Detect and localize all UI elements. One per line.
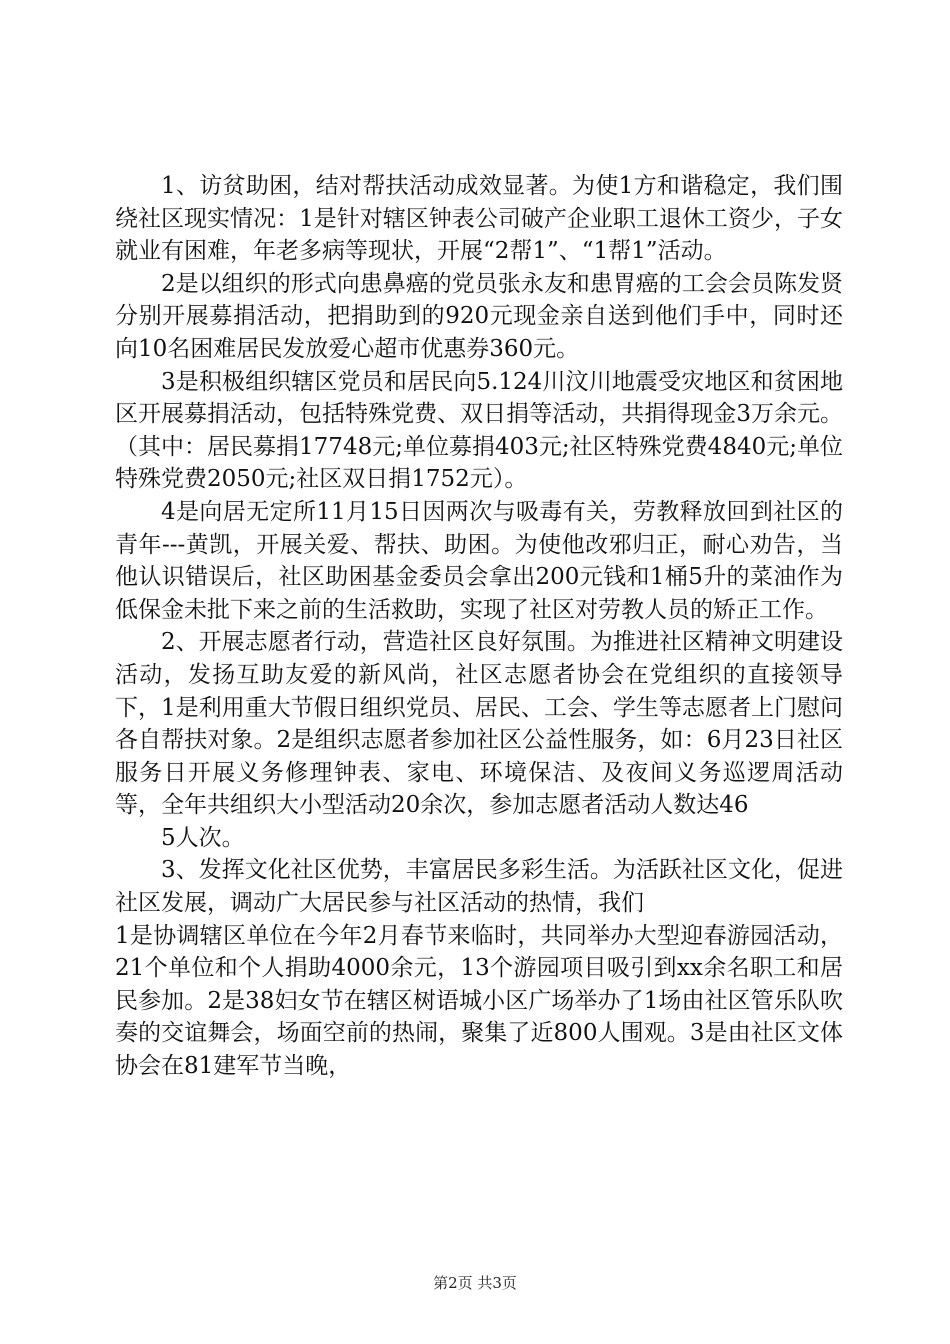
paragraph-7: 3、发挥文化社区优势，丰富居民多彩生活。为活跃社区文化，促进社区发展，调动广大居民参与社区活动的热情，我们 xyxy=(115,857,843,917)
paragraph-2: 2是以组织的形式向患鼻癌的党员张永友和患胃癌的工会会员陈发贤分别开展募捐活动，把捐助到的920元现金亲自送到他们手中，同时还向10名困难居民发放爱心超市优惠券360元。 xyxy=(115,270,843,362)
paragraph-1: 1、访贫助困，结对帮扶活动成效显著。为使1方和谐稳定，我们围绕社区现实情况：1是针对辖区钟表公司破产企业职工退休工资少，子女就业有困难，年老多病等现状，开展“2帮1”、“1帮1”活动。 xyxy=(115,173,843,265)
paragraph-6: 5人次。 xyxy=(161,824,245,851)
paragraph-3: 3是积极组织辖区党员和居民向5.124川汶川地震受灾地区和贫困地区开展募捐活动，包括特殊党费、双日捐等活动，共捐得现金3万余元。（其中：居民募捐17748元;单位募捐403元;社区特殊党费4840元;单位特殊党费2050元;社区双日捐1752元）。 xyxy=(115,368,843,493)
paragraph-5: 2、开展志愿者行动，营造社区良好氛围。为推进社区精神文明建设活动，发扬互助友爱的新风尚，社区志愿者协会在党组织的直接领导下，1是利用重大节假日组织党员、居民、工会、学生等志愿者上门慰问各自帮扶对象。2是组织志愿者参加社区公益性服务，如：6月23日社区服务日开展义务修理钟表、家电、环境保洁、及夜间义务巡逻周活动等，全年共组织大小型活动20余次，参加志愿者活动人数达46 xyxy=(115,629,843,819)
paragraph-8: 1是协调辖区单位在今年2月春节来临时，共同举办大型迎春游园活动，21个单位和个人捐助4000余元，13个游园项目吸引到xx余名职工和居民参加。2是38妇女节在辖区树语城小区广场举办了1场由社区管乐队吹奏的交谊舞会，场面空前的热闹，聚集了近800人围观。3是由社区文体协会在81建军节当晚， xyxy=(115,922,843,1080)
page-footer: 第2页 共3页 xyxy=(433,1274,517,1292)
document-body xyxy=(115,170,843,1083)
paragraph-4: 4是向居无定所11月15日因两次与吸毒有关，劳教释放回到社区的青年---黄凯，开展关爱、帮扶、助困。为使他改邪归正，耐心劝告，当他认识错误后，社区助困基金委员会拿出200元钱和1桶5升的菜油作为低保金未批下来之前的生活救助，实现了社区对劳教人员的矫正工作。 xyxy=(115,498,843,623)
